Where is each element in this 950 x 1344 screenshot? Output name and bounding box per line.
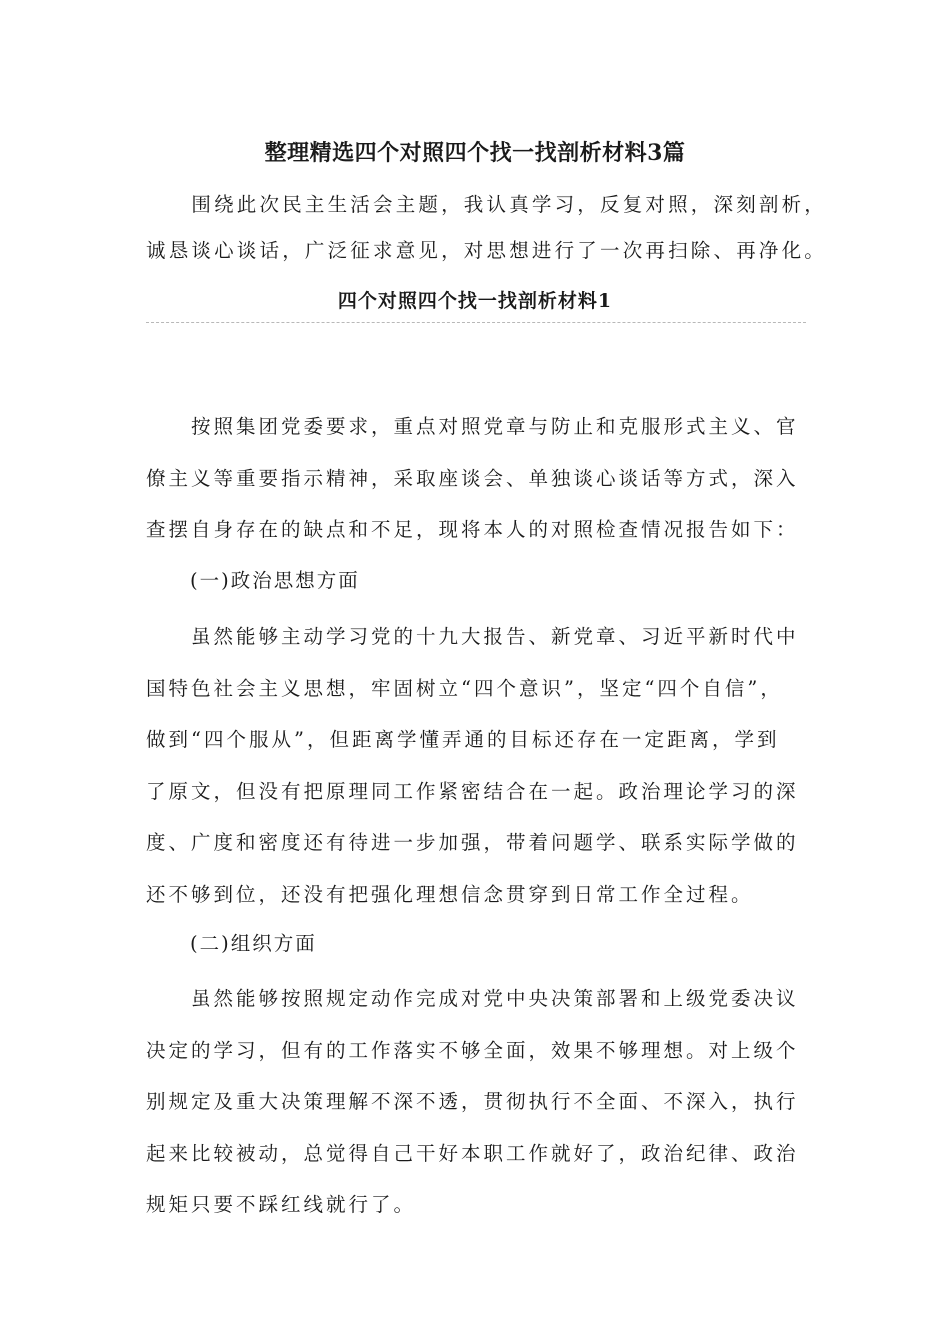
paragraph-line: 决定的学习，但有的工作落实不够全面，效果不够理想。对上级个	[146, 1038, 799, 1062]
paragraph-line: 国特色社会主义思想，牢固树立“四个意识”，坚定“四个自信”，	[146, 676, 783, 700]
dashed-divider	[146, 322, 806, 323]
paragraph-line: 按照集团党委要求，重点对照党章与防止和克服形式主义、官	[146, 415, 799, 438]
paragraph-line: 了原文，但没有把原理同工作紧密结合在一起。政治理论学习的深	[146, 779, 799, 803]
document-title: 整理精选四个对照四个找一找剖析材料3篇	[264, 140, 686, 166]
paragraph-line: 规矩只要不踩红线就行了。	[146, 1193, 417, 1216]
paragraph-line: 别规定及重大决策理解不深不透，贯彻执行不全面、不深入，执行	[146, 1090, 799, 1113]
paragraph-1	[146, 401, 806, 556]
subheading-political: (一)政治思想方面	[190, 569, 360, 592]
paragraph-line: 做到“四个服从”，但距离学懂弄通的目标还存在一定距离，学到	[146, 728, 780, 751]
intro-line: 诚恳谈心谈话，广泛征求意见，对思想进行了一次再扫除、再净化。	[146, 239, 828, 262]
paragraph-line: 度、广度和密度还有待进一步加强，带着问题学、联系实际学做的	[146, 831, 799, 854]
section-title: 四个对照四个找一找剖析材料1	[337, 290, 613, 312]
intro-paragraph	[146, 182, 828, 274]
subheading-organization: (二)组织方面	[190, 932, 317, 955]
paragraph-line: 虽然能够按照规定动作完成对党中央决策部署和上级党委决议	[146, 987, 799, 1010]
paragraph-line: 虽然能够主动学习党的十九大报告、新党章、习近平新时代中	[146, 625, 799, 648]
paragraph-line: 起来比较被动，总觉得自己干好本职工作就好了，政治纪律、政治	[146, 1141, 799, 1165]
paragraph-3	[146, 973, 806, 1231]
intro-line: 围绕此次民主生活会主题，我认真学习，反复对照，深刻剖析，	[146, 193, 828, 216]
paragraph-2	[146, 611, 806, 920]
paragraph-line: 还不够到位，还没有把强化理想信念贯穿到日常工作全过程。	[146, 882, 754, 906]
paragraph-line: 查摆自身存在的缺点和不足，现将本人的对照检查情况报告如下：	[146, 518, 799, 541]
paragraph-line: 僚主义等重要指示精神，采取座谈会、单独谈心谈话等方式，深入	[146, 466, 799, 490]
